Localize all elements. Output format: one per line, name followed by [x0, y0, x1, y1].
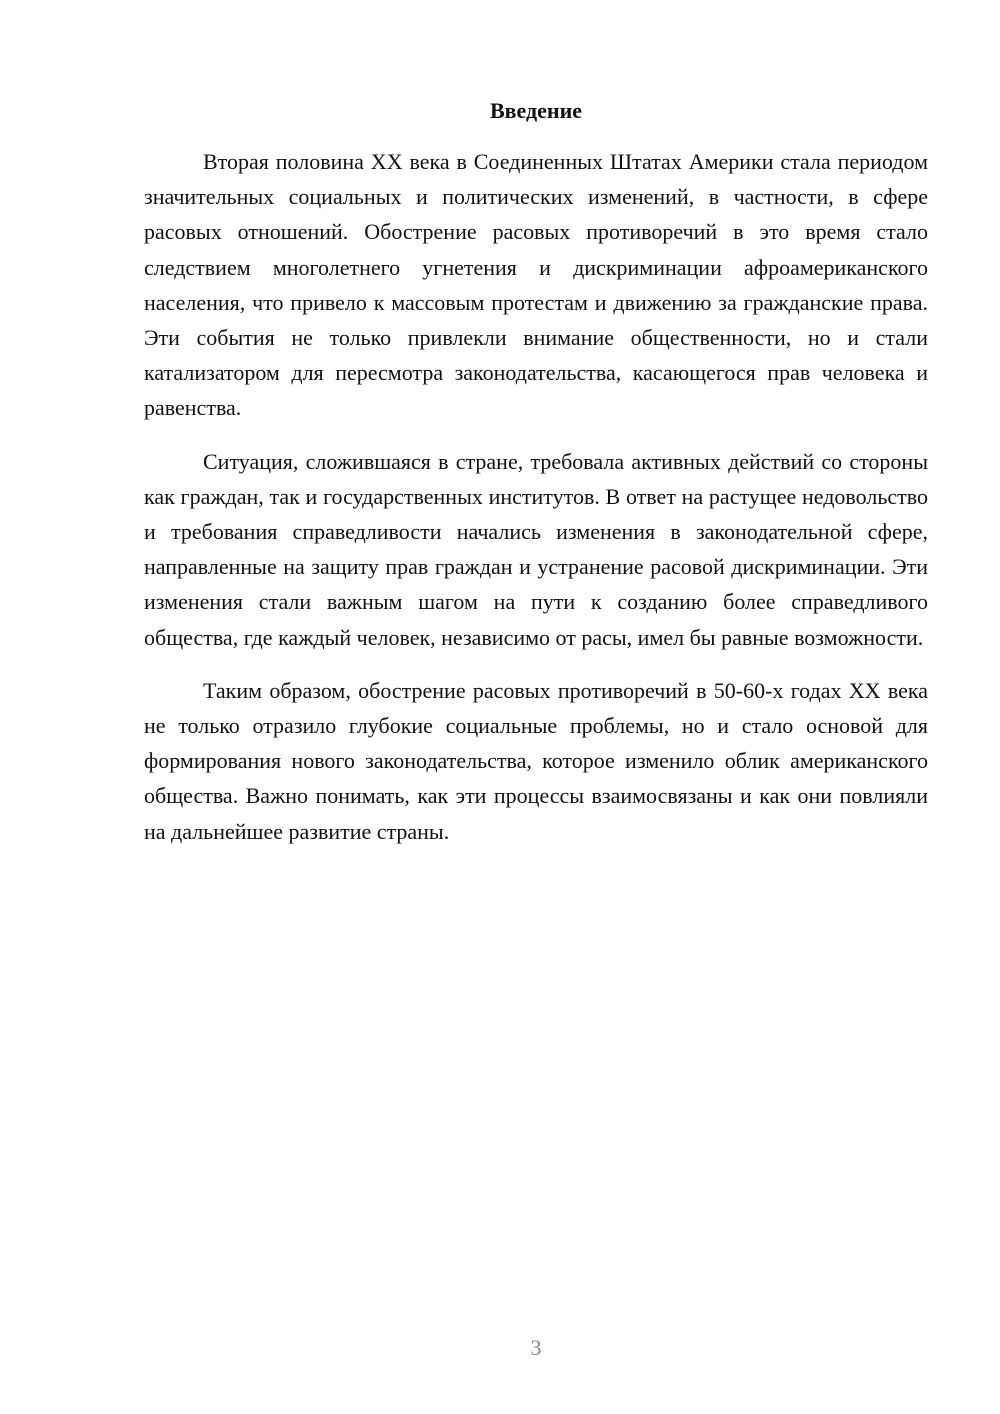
paragraph: Таким образом, обострение расовых противоречий в 50-60-х годах XX века не только отразило глубокие социальные проблемы, но и стало основой для формирования нового законодательства, которое изменило облик американского общества. Важно понимать, как эти процессы взаимосвязаны и как они повлияли на дальнейшее развитие страны. [144, 677, 928, 844]
document-body [144, 144, 928, 867]
paragraph: Вторая половина XX века в Соединенных Штатах Америки стала периодом значительных социальных и политических изменений, в частности, в сфере расовых отношений. Обострение расовых противоречий в это время стало следствием многолетнего угнетения и дискриминации афроамериканского населения, что привело к массовым протестам и движению за гражданские права. Эти события не только привлекли внимание общественности, но и стали катализатором для пересмотра законодательства, касающегося прав человека и равенства. [144, 149, 928, 421]
section-title: Введение [489, 98, 583, 123]
page-number: 3 [530, 1335, 542, 1360]
paragraph: Ситуация, сложившаяся в стране, требовала активных действий со стороны как граждан, так и государственных институтов. В ответ на растущее недовольство и требования справедливости начались изменения в законодательной сфере, направленные на защиту прав граждан и устранение расовой дискриминации. Эти изменения стали важным шагом на пути к созданию более справедливого общества, где каждый человек, независимо от расы, имел бы равные возможности. [144, 448, 928, 650]
